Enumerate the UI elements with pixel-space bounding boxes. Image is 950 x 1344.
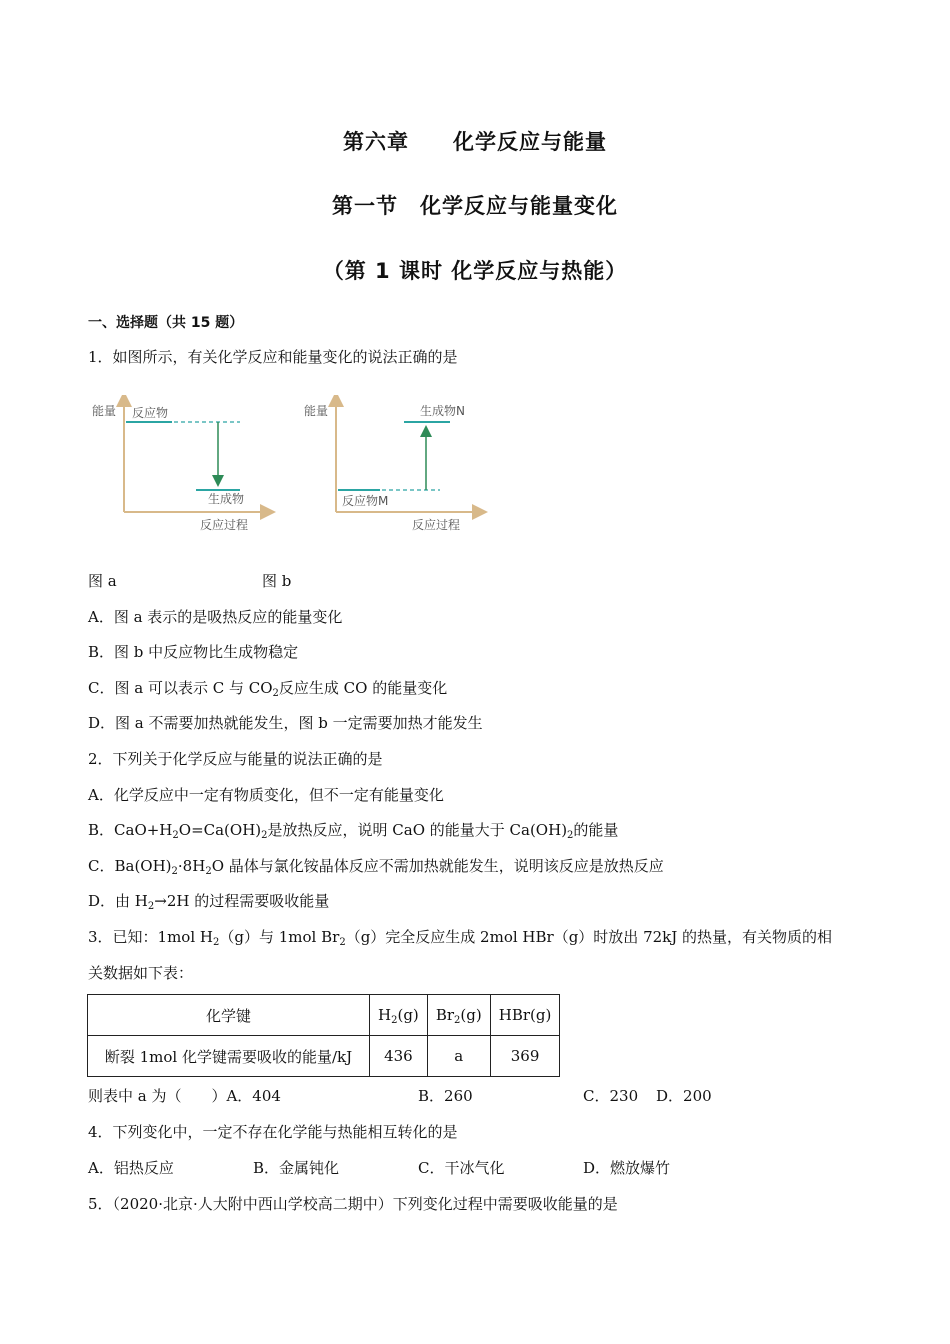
- q3-stem-line1: 3．已知：1mol $H_2(g)$与 1mol $Br_2(g)$完全反应生成 2mol HBr（g）时放出 72kJ 的热量，有关物质的相: [88, 928, 833, 948]
- q1-stem: 1．如图所示，有关化学反应和能量变化的说法正确的是: [88, 348, 458, 366]
- q2-stem: 2．下列关于化学反应与能量的说法正确的是: [88, 750, 383, 768]
- q4-option-b: B．金属钝化: [253, 1159, 340, 1177]
- q1-option-d: D．图 a 不需要加热就能发生，图 b 一定需要加热才能发生: [88, 714, 483, 732]
- fig-b-caption: 图 b: [262, 572, 292, 590]
- chapter-title: 第六章 化学反应与能量: [343, 130, 607, 154]
- q3-option-d: D．200: [656, 1087, 712, 1105]
- q3-stem-line2: 关数据如下表：: [88, 964, 194, 982]
- q3-ask-option-a: 则表中 a 为（ ）A．404: [88, 1087, 281, 1105]
- cell-br2: a: [427, 1036, 490, 1077]
- fig-a-y-label: 能量: [92, 404, 117, 418]
- header-bond: 化学键: [88, 995, 370, 1036]
- q3-option-c: C．230: [583, 1087, 639, 1105]
- q3-option-b: B．260: [418, 1087, 473, 1105]
- q1-option-a: A．图 a 表示的是吸热反应的能量变化: [88, 608, 343, 626]
- q2-option-d: D．由 $H_2\to 2H$ 的过程需要吸收能量: [88, 892, 330, 912]
- q5-stem: 5．（2020·北京·人大附中西山学校高二期中）下列变化过程中需要吸收能量的是: [88, 1195, 618, 1213]
- table-header-row: [88, 995, 560, 1036]
- header-h2: $H_2(g)$: [370, 995, 428, 1036]
- fig-a-caption: 图 a: [88, 572, 117, 590]
- fig-b-product-label: 生成物N: [420, 404, 465, 418]
- fig-a-product-label: 生成物: [208, 492, 245, 506]
- q4-option-a: A．铝热反应: [88, 1159, 174, 1177]
- cell-h2: 436: [370, 1036, 428, 1077]
- q2-option-a: A．化学反应中一定有物质变化，但不一定有能量变化: [88, 786, 444, 804]
- fig-a-reactant-label: 反应物: [132, 406, 169, 420]
- q1-option-c: C．图 a 可以表示 C 与 $CO_2$反应生成 CO 的能量变化: [88, 679, 448, 699]
- row-label: 断裂 1mol 化学键需要吸收的能量/kJ: [88, 1036, 370, 1077]
- q1-option-b: B．图 b 中反应物比生成物稳定: [88, 643, 299, 661]
- fig-b-reactant-label: 反应物M: [342, 494, 389, 508]
- q2-option-c: C．$Ba(OH)_2\cdot 8H_2O$ 晶体与氯化铵晶体反应不需加热就能发生，说明该反应是放热反应: [88, 857, 664, 877]
- figure-b: [300, 395, 490, 535]
- table-row: [88, 1036, 560, 1077]
- q2-option-b: B．$CaO+H_2O=Ca(OH)_2$是放热反应，说明 CaO 的能量大于 $Ca(OH)_2$的能量: [88, 821, 619, 841]
- bond-energy-table: [87, 994, 560, 1077]
- fig-a-x-label: 反应过程: [200, 518, 249, 532]
- part-heading: 一、选择题（共 15 题）: [88, 315, 244, 331]
- lesson-title: （第 1 课时 化学反应与热能）: [322, 259, 628, 283]
- header-hbr: HBr(g): [490, 995, 560, 1036]
- q4-option-d: D．燃放爆竹: [583, 1159, 671, 1177]
- q4-option-c: C．干冰气化: [418, 1159, 505, 1177]
- fig-b-x-label: 反应过程: [412, 518, 461, 532]
- q4-stem: 4．下列变化中，一定不存在化学能与热能相互转化的是: [88, 1123, 458, 1141]
- section-title: 第一节 化学反应与能量变化: [332, 194, 618, 218]
- figure-a: [88, 395, 278, 535]
- cell-hbr: 369: [490, 1036, 560, 1077]
- fig-b-y-label: 能量: [304, 404, 329, 418]
- header-br2: $Br_2(g)$: [427, 995, 490, 1036]
